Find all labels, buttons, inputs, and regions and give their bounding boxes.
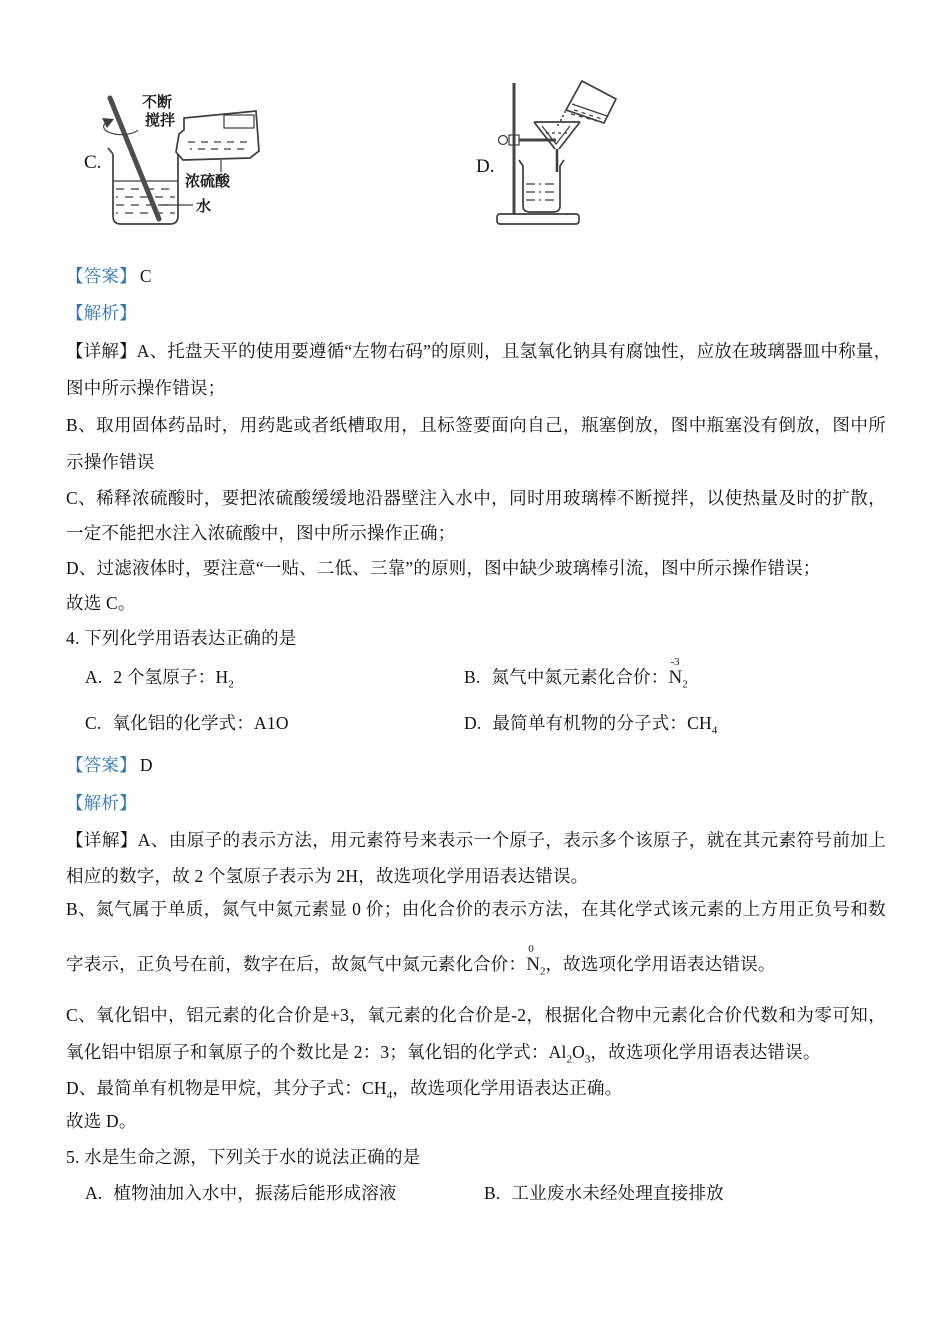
q4-option-a [85,666,464,697]
q4-detail-line-8: 故选 D。 [66,1111,137,1131]
clamp-knob [499,136,508,145]
q3-answer-value: C [139,266,152,286]
q4-detail-ch4-subscript: 4 [386,1089,393,1102]
q4-detail-valence: 0 [528,943,534,955]
q4-option-b-label: B. [464,667,481,687]
q4-detail-line-4-text-a: 字表示，正负号在前，数字在后，故氮气中氮元素化合价： [66,954,527,974]
pour-stream-dots [557,111,566,126]
pouring-liquid-dashes [571,110,602,121]
filtrate-dashdot-lines [526,184,557,200]
q3-analysis-label: 【解析】 [66,303,137,323]
stir-label-line2: 搅拌 [145,112,176,129]
q5-option-b [484,1182,724,1205]
q4-title-text: 下列化学用语表达正确的是 [84,628,297,648]
figure-c-acid-dilution-diagram [98,78,343,230]
q3-detail-line-8: 故选 C。 [66,593,136,613]
q5-option-a-text: 植物油加入水中，振荡后能形成溶液 [113,1183,397,1203]
q4-option-a-subscript: 2 [228,678,234,691]
q3-detail-line-5: C、稀释浓硫酸时，要把浓硫酸缓缓地沿器壁注入水中，同时用玻璃棒不断搅拌，以使热量及时的扩散， [66,488,886,508]
pouring-beaker [566,81,616,123]
q4-answer-label: 【答案】 [66,755,137,775]
q4-options-row-1 [85,656,886,697]
q4-option-b-text: 氮气中氮元素化合价： [491,667,669,687]
q4-option-b [464,656,688,697]
figure-d-filtration-diagram [494,70,634,228]
q4-question-title [66,627,886,650]
q4-detail-line-7 [66,1077,886,1108]
water-label: 水 [196,198,212,215]
q4-detail-line-3: B、氮气属于单质，氮气中氮元素显 0 价；由化合价的表示方法，在其化学式该元素的上方用正负号和数 [66,899,886,919]
q4-number: 4. [66,628,80,648]
stir-label-line1: 不断 [142,94,173,111]
option-c-label: C. [84,152,102,173]
acid-vessel-label-patch [224,115,254,128]
q4-detail-line-6-oxygen: O [572,1042,585,1062]
water-dashes [116,189,175,213]
q4-option-b-element: N [668,667,683,688]
q5-number: 5. [66,1147,80,1167]
q4-option-b-valence-formula [668,656,688,691]
q4-detail-line-7-text-a: D、最简单有机物是甲烷，其分子式：CH [66,1078,387,1098]
q4-detail-o-subscript: 3 [584,1053,591,1066]
acid-liquid-dashes [188,142,253,149]
q4-detail-line-2: 相应的数字，故 2 个氢原子表示为 2H，故选项化学用语表达错误。 [66,866,589,886]
q4-detail-line-6-text-a: 氧化铝中铝原子和氧原子的个数比是 2：3；氧化铝的化学式：Al [66,1042,567,1062]
q3-answer-label: 【答案】 [66,266,137,286]
q4-detail-line-4-text-b: ，故选项化学用语表达错误。 [545,954,776,974]
q4-option-b-subscript: 2 [682,678,688,691]
q4-analysis-label: 【解析】 [66,793,137,813]
q3-detail-line-1: 【详解】A、托盘天平的使用要遵循“左物右码”的原则，且氢氧化钠具有腐蚀性，应放在玻璃器皿中称量， [66,341,892,361]
q4-detail-line-4 [66,943,886,978]
q5-title-text: 水是生命之源，下列关于水的说法正确的是 [84,1147,421,1167]
q3-detail-line-6: 一定不能把水注入浓硫酸中，图中所示操作正确； [66,523,456,543]
q4-option-c-label: C. [85,713,102,733]
q4-option-d-text: 最简单有机物的分子式：CH [492,713,712,733]
q4-detail-line-6-text-b: ，故选项化学用语表达错误。 [590,1042,821,1062]
q4-detail-subscript: 2 [539,965,546,978]
q3-detail-line-3: B、取用固体药品时，用药匙或者纸槽取用，且标签要面向自己，瓶塞倒放，图中瓶塞没有倒放，图中所 [66,415,886,435]
q4-answer-line [66,754,886,777]
q4-option-c-text: 氧化铝的化学式：A1O [112,713,289,733]
option-d-label: D. [476,156,495,177]
q4-detail-line-5: C、氧化铝中，铝元素的化合价是+3，氧元素的化合价是-2，根据化合物中元素化合价代数和为零可知， [66,1005,886,1025]
q3-answer-line [66,265,886,288]
q4-option-d [464,712,717,743]
q4-detail-line-1: 【详解】A、由原子的表示方法，用元素符号来表示一个原子，表示多个该原子，就在其元素符号前加上 [66,830,886,850]
q4-analysis-line [66,792,886,815]
q3-detail-line-4: 示操作错误 [66,452,155,472]
q4-answer-value: D [139,755,153,775]
q5-option-b-label: B. [484,1183,501,1203]
q4-detail-line-7-text-b: ，故选项化学用语表达正确。 [392,1078,623,1098]
q4-detail-al-subscript: 2 [566,1053,573,1066]
q4-detail-valence-formula [526,943,546,978]
q4-detail-element: N [526,954,540,975]
stand-base [497,214,579,224]
q5-option-a [85,1182,484,1205]
q5-options-row [85,1182,886,1205]
q4-option-a-text: 2 个氢原子：H [113,667,229,687]
funnel [534,122,580,172]
q4-option-c [85,712,464,743]
q3-detail-line-2: 图中所示操作错误； [66,378,226,398]
q4-option-d-label: D. [464,713,482,733]
q4-options-row-2 [85,712,886,743]
q4-option-b-valence: -3 [670,656,680,668]
q4-option-d-subscript: 4 [711,724,718,737]
q4-option-a-label: A. [85,667,103,687]
q5-question-title [66,1146,886,1169]
q4-detail-line-6 [66,1041,886,1072]
acid-vessel-outline [176,111,259,160]
q5-option-a-label: A. [85,1183,103,1203]
q3-detail-line-7: D、过滤液体时，要注意“一贴、二低、三靠”的原则，图中缺少玻璃棒引流，图中所示操作错误； [66,558,821,578]
q3-analysis-line [66,302,886,325]
acid-label: 浓硫酸 [185,173,231,190]
q5-option-b-text: 工业废水未经处理直接排放 [511,1183,724,1203]
